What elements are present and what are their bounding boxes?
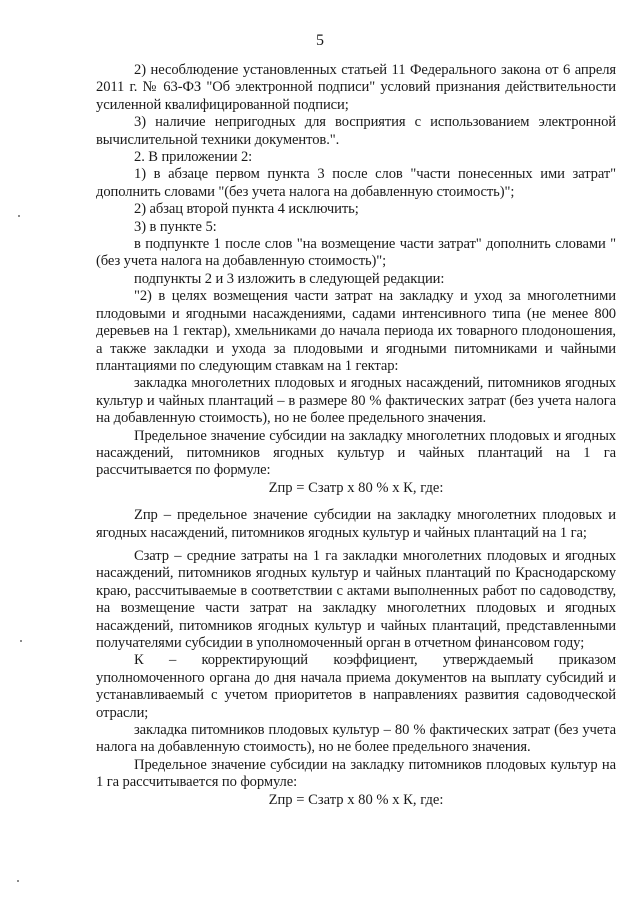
paragraph-1: 2) несоблюдение установленных статьей 11 Федерального закона от 6 апреля 2011 г. № 63-ФЗ "Об электронной подписи" условий признания действительности усиленной квалифицированной подписи; [96,62,616,113]
scan-speck [18,215,20,217]
formula-2: Zпр = Сзатр х 80 % х К, где: [268,791,444,808]
paragraph-3: 2. В приложении 2: [134,149,253,166]
paragraph-5: 2) абзац второй пункта 4 исключить; [134,201,359,218]
paragraph-16: Предельное значение субсидии на закладку питомников плодовых культур на 1 га рассчитывается по формуле: [96,756,616,791]
paragraph-14: К – корректирующий коэффициент, утверждаемый приказом уполномоченного органа до дня начала приема документов на выплату субсидий и устанавливаемый с учетом приоритетов в направлениях развития садоводческой отрасли; [96,652,616,721]
scan-speck [17,880,19,882]
scan-speck [20,640,22,642]
paragraph-2: 3) наличие непригодных для восприятия с использованием электронной вычислительной техники документов.". [96,114,616,148]
formula-1: Zпр = Сзатр х 80 % х К, где: [268,479,444,496]
paragraph-11: Предельное значение субсидии на закладку многолетних плодовых и ягодных насаждений, питомников ягодных культур и чайных плантаций на 1 га рассчитывается по формуле: [96,427,616,479]
paragraph-12: Zпр – предельное значение субсидии на закладку многолетних плодовых и ягодных насаждений, питомников ягодных культур и чайных плантаций на 1 га; [96,507,616,541]
paragraph-13: Сзатр – средние затраты на 1 га закладки многолетних плодовых и ягодных насаждений, питомников ягодных культур и чайных плантаций по Краснодарскому краю, рассчитываемые в соответствии с актами выполненных работ по садоводству, на возмещение части затрат на закладку многолетних плодовых и ягодных насаждений, питомников ягодных культур и чайных плантаций, представленными получателями субсидии в уполномоченный орган в отчетном финансовом году; [96,547,616,651]
paragraph-10: закладка многолетних плодовых и ягодных насаждений, питомников ягодных культур и чайных плантаций – в размере 80 % фактических затрат (без учета налога на добавленную стоимость), но не более предельного значения. [96,375,616,427]
paragraph-6: 3) в пункте 5: [134,218,217,235]
paragraph-7: в подпункте 1 после слов "на возмещение части затрат" дополнить словами "(без учета налога на добавленную стоимость)"; [96,236,616,270]
document-body [96,62,616,809]
paragraph-9: "2) в целях возмещения части затрат на закладку и уход за многолетними плодовыми и ягодными насаждениями, садами интенсивного типа (не менее 800 деревьев на 1 гектар), хмельниками до начала периода их товарного плодоношения, а также закладки и ухода за плодовыми и ягодными питомниками и чайными плантациями по следующим ставкам на 1 гектар: [96,288,616,374]
paragraph-4: 1) в абзаце первом пункта 3 после слов "части понесенных ими затрат" дополнить словами "(без учета налога на добавленную стоимость)"; [96,166,616,200]
paragraph-8: подпункты 2 и 3 изложить в следующей редакции: [134,270,445,287]
paragraph-15: закладка питомников плодовых культур – 80 % фактических затрат (без учета налога на добавленную стоимость), но не более предельного значения. [96,722,616,756]
page-number: 5 [316,32,324,49]
